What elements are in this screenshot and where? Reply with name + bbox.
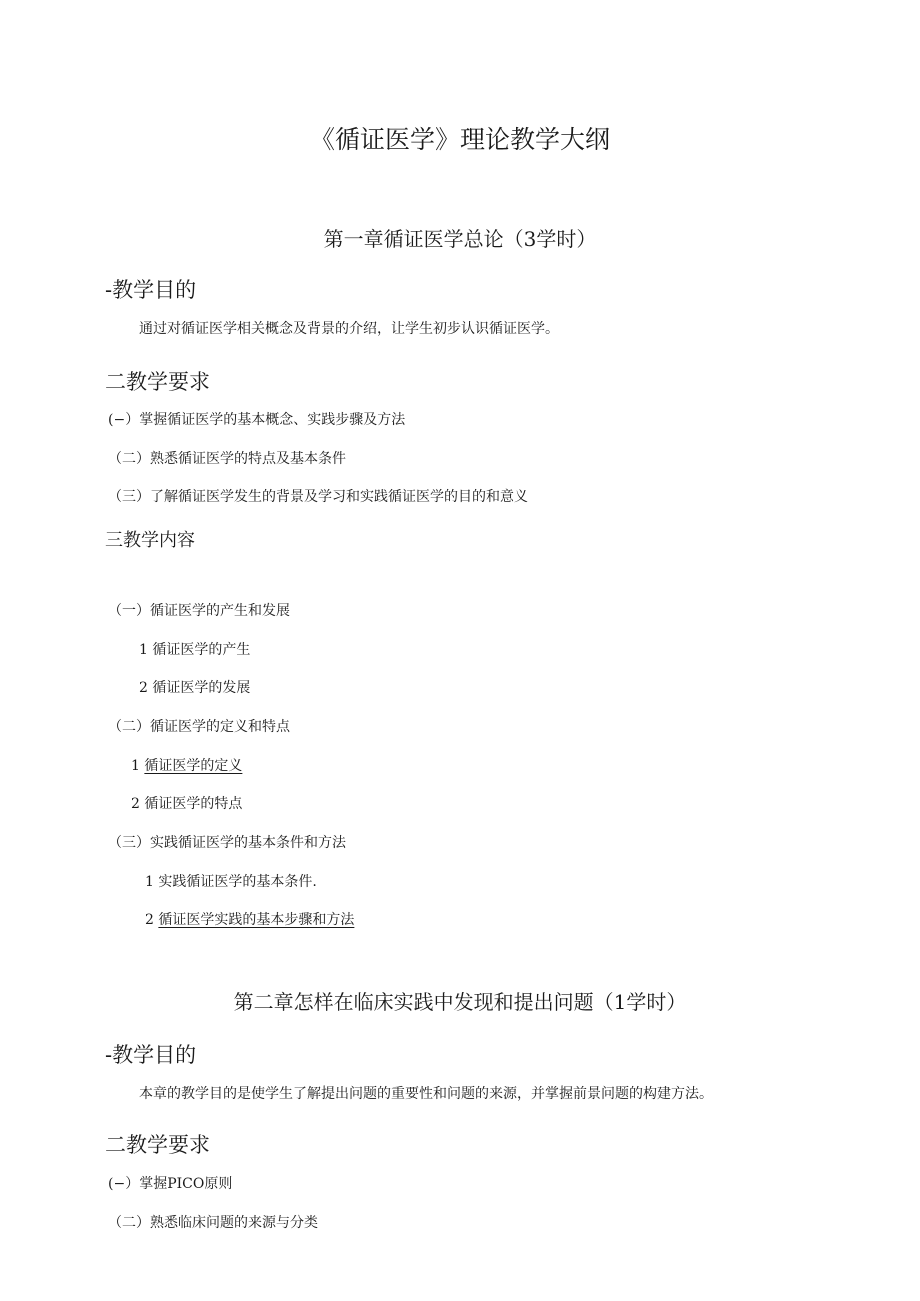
content-group-1-item-1 <box>139 639 250 659</box>
content-item-text: 循证医学的特点 <box>144 796 243 812</box>
content-item-number: 1 <box>139 642 148 658</box>
chapter-2-title: 第二章怎样在临床实践中发现和提出问题（1学时） <box>233 990 687 1014</box>
content-item-text: 循证医学的发展 <box>152 680 251 696</box>
chapter-1-requirement-2: （二）熟悉循证医学的特点及基本条件 <box>108 451 346 467</box>
content-group-3-title: （三）实践循证医学的基本条件和方法 <box>108 835 346 851</box>
content-item-number: 1 <box>145 874 154 890</box>
content-item-number: 2 <box>139 680 148 696</box>
chapter-2-purpose-text: 本章的教学目的是使学生了解提出问题的重要性和问题的来源，并掌握前景问题的构建方法。 <box>139 1086 713 1102</box>
content-item-text: 循证医学的产生 <box>152 642 251 658</box>
content-item-text: 实践循证医学的基本条件. <box>158 874 317 890</box>
content-item-number: 1 <box>131 758 140 774</box>
content-group-2-item-1 <box>131 755 242 775</box>
content-item-text-link[interactable]: 循证医学实践的基本步骤和方法 <box>158 912 355 928</box>
chapter-1-requirements-heading: 二教学要求 <box>105 370 210 394</box>
chapter-2-purpose-heading: -教学目的 <box>105 1043 197 1067</box>
chapter-2-requirement-2: （二）熟悉临床问题的来源与分类 <box>108 1215 318 1231</box>
chapter-1-title: 第一章循证医学总论（3学时） <box>323 227 597 251</box>
chapter-2-requirement-1: (−）掌握PICO原则 <box>108 1176 233 1192</box>
content-group-3-item-2 <box>145 909 354 929</box>
content-item-text-link[interactable]: 循证医学的定义 <box>144 758 243 774</box>
chapter-1-purpose-text: 通过对循证医学相关概念及背景的介绍，让学生初步认识循证医学。 <box>139 321 559 337</box>
content-group-3-item-1 <box>145 871 317 891</box>
content-item-number: 2 <box>131 796 140 812</box>
content-group-2-item-2 <box>131 793 242 813</box>
chapter-1-purpose-heading: -教学目的 <box>105 278 197 302</box>
chapter-2-requirements-heading: 二教学要求 <box>105 1133 210 1157</box>
chapter-1-requirement-1: (−）掌握循证医学的基本概念、实践步骤及方法 <box>108 412 406 428</box>
content-group-1-item-2 <box>139 677 250 697</box>
chapter-1-requirement-3: （三）了解循证医学发生的背景及学习和实践循证医学的目的和意义 <box>108 489 528 505</box>
content-group-2-title: （二）循证医学的定义和特点 <box>108 719 290 735</box>
content-item-number: 2 <box>145 912 154 928</box>
chapter-1-content-heading: 三教学内容 <box>105 530 195 551</box>
document-title: 《循证医学》理论教学大纲 <box>309 125 610 154</box>
content-group-1-title: （一）循证医学的产生和发展 <box>108 603 290 619</box>
